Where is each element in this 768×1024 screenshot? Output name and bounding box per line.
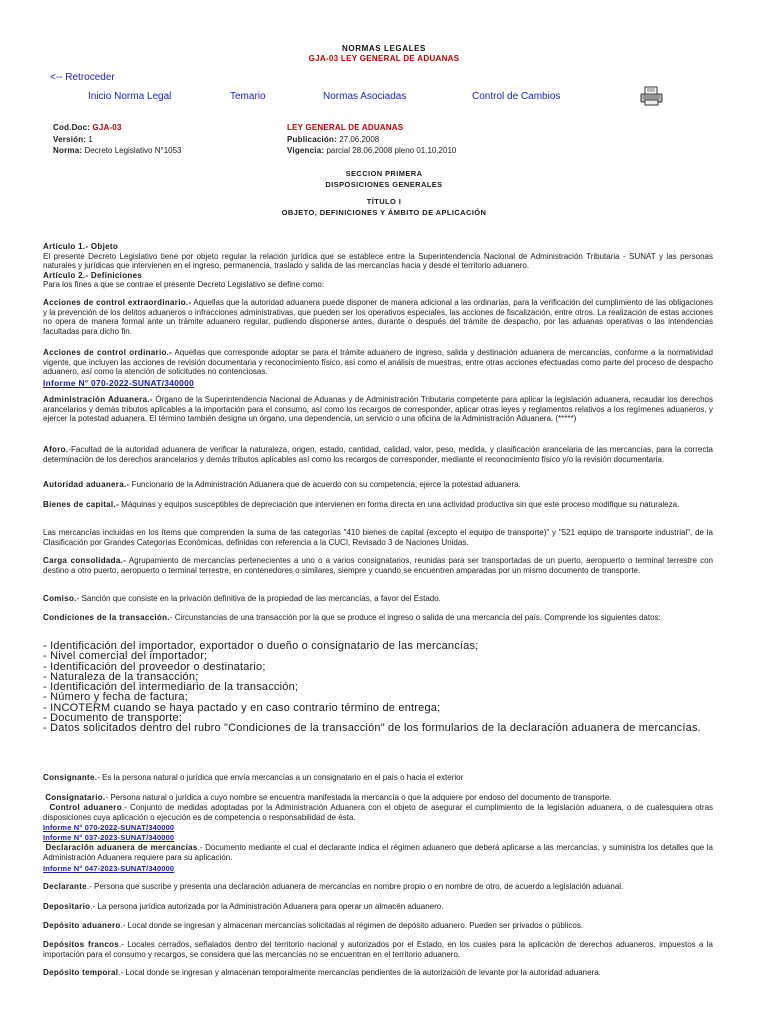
def-condiciones-transaccion <box>43 613 713 623</box>
back-link[interactable]: <-- Retroceder <box>50 72 115 83</box>
nav-control-de-cambios[interactable]: Control de Cambios <box>472 91 561 102</box>
titulo-heading: OBJETO, DEFINICIONES Y ÁMBITO DE APLICACIÓN <box>281 207 487 217</box>
def-control-aduanero <box>43 803 713 822</box>
publicacion-label: Publicación: <box>287 134 337 144</box>
term: Depositario <box>43 902 91 911</box>
article-1 <box>43 242 713 290</box>
term: Bienes de capital.- <box>43 500 119 509</box>
nav-normas-asociadas[interactable]: Normas Asociadas <box>323 91 407 102</box>
nav-inicio-norma-legal[interactable]: Inicio Norma Legal <box>88 91 172 102</box>
def-carga-consolidada <box>43 556 713 575</box>
norma-value: Decreto Legislativo N°1053 <box>84 146 182 155</box>
art1-title: Artículo 1.- Objeto <box>43 242 119 251</box>
printer-icon[interactable] <box>640 86 664 106</box>
term: Autoridad aduanera.- <box>43 480 130 489</box>
term: Aforo. <box>43 445 69 454</box>
definition: .- La persona jurídica autorizada por la Administración Aduanera para operar un almacén aduanero. <box>90 902 444 911</box>
list-item: - Documento de transporte; <box>43 712 183 725</box>
norma-label: Norma: <box>53 146 83 155</box>
definition: .- Local donde se ingresan y almacenan temporalmente mercancías pendientes de la autorización de levante por la autoridad aduanera. <box>118 968 601 977</box>
def-bienes-capital-2 <box>43 528 713 547</box>
definition: - Sanción que consiste en la privación definitiva de la propiedad de las mercancías, a favor del Estado. <box>76 594 441 603</box>
condiciones-list <box>43 641 713 734</box>
list-item: - Número y fecha de factura; <box>43 691 188 704</box>
def-comiso <box>43 594 713 604</box>
page-subtitle: GJA-03 LEY GENERAL DE ADUANAS <box>308 54 460 63</box>
term: Consignatario. <box>45 793 106 802</box>
def-administracion-aduanera <box>43 395 713 424</box>
art2-text: Para los fines a que se contrae el presente Decreto Legislativo se define como: <box>43 280 325 290</box>
term: Acciones de control extraordinario.- <box>43 298 192 307</box>
definition: - Circunstancias de una transacción por la que se produce el ingreso o salida de una mercancía del país. Comprende los siguientes datos: <box>169 613 661 622</box>
cod-value: GJA-03 <box>92 123 122 132</box>
version-value: 1 <box>88 134 93 144</box>
vigencia-label: Vigencia: <box>287 146 325 155</box>
definition: -Facultad de la autoridad aduanera de verificar la naturaleza, origen, estado, cantidad, calidad, valor, peso, medida, y clasificación arancelaria de las mercancías, para la correcta determinación de los derechos arancelarios y demás tributos aplicables así como los recargos de corresponder, mediante el reconocimiento físico y/o la revisión documentaria. <box>43 445 713 464</box>
nav-temario[interactable]: Temario <box>230 91 266 102</box>
term: Declarante <box>43 882 87 891</box>
definition: .- Persona que suscribe y presenta una declaración aduanera de mercancías en nombre propio o en nombre de otro, de acuerdo a legislación aduanal. <box>86 882 624 891</box>
definition: - Persona natural o jurídica a cuyo nombre se encuentra manifestada la mercancía o que la adquiere por endoso del documento de transporte. <box>105 793 612 802</box>
definition: Funcionario de la Administración Aduanera que de acuerdo con su competencia, ejerce la potestad aduanera. <box>129 480 521 489</box>
doc-meta-left <box>53 122 181 157</box>
doc-meta-right <box>287 122 456 157</box>
definition: Las mercancías incluidas en los ítems que comprenden la suma de las categorías "410 bienes de capital (excepto el equipo de transporte)" y "521 equipo de transporte industrial", de la Clasificación por Grandes Categorías Económicas, definidas con referencia a la CUCI, Revisado 3 de Naciones Unidas. <box>43 528 713 547</box>
term: Condiciones de la transacción. <box>43 613 170 622</box>
definition: .- Conjunto de medidas adoptadas por la Administración Aduanera con el objeto de asegurar el cumplimiento de la legislación aduanera, o de cualesquiera otras disposiciones cuya aplicación o ejecución es de competencia o responsabilidad de ésta. <box>43 803 714 822</box>
informe-link-3[interactable]: Informe N° 037-2023-SUNAT/340000 <box>43 833 175 842</box>
definition: Aquellas que corresponde adoptar se para el trámite aduanero de ingreso, salida y destinación aduanera de mercancías, conforme a la normatividad vigente, que incluyen las acciones de revisión documentaria y reconocimiento físico, así como el análisis de muestras, entre otras acciones efectuadas como parte del proceso de despacho aduanero, así como la atención de solicitudes no contenciosas. <box>43 348 713 377</box>
list-item: - Identificación del proveedor o destinatario; <box>43 660 266 673</box>
list-item: - Identificación del importador, exportador o dueño o consignatario de las mercancías; <box>43 640 479 652</box>
term: Comiso. <box>43 594 77 603</box>
definition: .- Local donde se ingresan y almacenan mercancías solicitadas al régimen de depósito aduanero. Pueden ser privados o públicos. <box>120 921 584 930</box>
def-consignante <box>43 773 713 783</box>
cod-label: Cod.Doc: <box>53 123 91 132</box>
definition: Agrupamiento de mercancías pertenecientes a uno o a varios consignatarios, reunidas para ser transportadas de un puerto, aeropuerto o terminal terrestre con destino a otro puerto, aeropuerto o terminal terrestre, en contenedores o similares, siempre y cuando se encuentren amparadas por un mismo documento de transporte. <box>43 556 713 575</box>
list-item: - Datos solicitados dentro del rubro "Condiciones de la transacción" de los formularios de la declaración aduanera de mercancías. <box>43 722 701 735</box>
def-declarante <box>43 882 713 892</box>
def-autoridad-aduanera <box>43 480 713 490</box>
law-title: LEY GENERAL DE ADUANAS <box>287 123 404 132</box>
def-deposito-temporal <box>43 968 713 978</box>
version-label: Versión: <box>53 134 87 144</box>
section-heading <box>0 169 768 218</box>
term: Depósitos francos <box>43 940 119 949</box>
list-item: - Naturaleza de la transacción; <box>43 670 199 683</box>
def-bienes-capital <box>43 500 713 510</box>
definition: - Es la persona natural o jurídica que envía mercancías a un consignatario en el país o hacia el exterior <box>97 773 464 782</box>
definition: Máquinas y equipos susceptibles de depreciación que intervienen en forma directa en una actividad productiva sin que este proceso modifique su naturaleza. <box>118 500 680 509</box>
titulo-i: TÍTULO I <box>366 197 402 206</box>
section-primera: SECCION PRIMERA <box>345 169 423 178</box>
list-item: - INCOTERM cuando se haya pactado y en caso contrario término de entrega; <box>43 701 441 714</box>
term: Depósito aduanero <box>43 921 121 930</box>
def-declaracion-aduanera <box>43 843 713 862</box>
art1-text: El presente Decreto Legislativo tiene por objeto regular la relación jurídica que se establece entre la Superintendencia Nacional de Administración Tributaria - SUNAT y las personas naturales y jurídicas que intervienen en el ingreso, permanencia, traslado y salida de las mercancías hacia y desde el territorio aduanero. <box>43 251 713 271</box>
term: Carga consolidada.- <box>43 556 127 565</box>
def-depositario <box>43 902 713 912</box>
def-consignatario <box>43 793 713 803</box>
def-acciones-ordinario <box>43 348 713 377</box>
definition: Órgano de la Superintendencia Nacional de Aduanas y de Administración Tributaria competente para aplicar la legislación aduanera, recaudar los derechos arancelarios y demás tributos aplicables a la importación para el consumo, así como los recargos de corresponder, aplicar otras leyes y reglamentos relativos a los regímenes aduaneros, y ejercer la potestad aduanera. El término también designa un órgano, una dependencia, un servicio o una oficina de la Administración Aduanera. (*****) <box>43 395 713 424</box>
page-title: NORMAS LEGALES <box>342 44 426 53</box>
def-deposito-aduanero <box>43 921 713 931</box>
disposiciones-generales: DISPOSICIONES GENERALES <box>325 179 443 189</box>
list-item: - Nivel comercial del importador; <box>43 650 208 663</box>
term: Consignante. <box>43 773 98 782</box>
term: Depósito temporal <box>43 968 119 977</box>
art2-title: Artículo 2.- Definiciones <box>43 270 143 280</box>
informe-link-1[interactable]: Informe N° 070-2022-SUNAT/340000 <box>43 378 195 388</box>
def-depositos-francos <box>43 940 713 959</box>
vigencia-value: parcial 28.06.2008 pleno 01.10.2010 <box>326 146 457 155</box>
informe-link-4[interactable]: Informe N° 047-2023-SUNAT/340000 <box>43 864 175 873</box>
term: Administración Aduanera.- <box>43 395 153 404</box>
definition: .- Locales cerrados, señalados dentro del territorio nacional y autorizados por el Estado, en los cuales para la aplicación de derechos aduaneros, impuestos a la importación para el consumo y recargos, se considera que las mercancías no se encuentran en el territorio aduanero. <box>43 940 713 959</box>
definition: Aquellas que la autoridad aduanera puede disponer de manera adicional a las ordinarias, para la verificación del cumplimiento de las obligaciones y la prevención de los delitos aduaneros o infracciones administrativas, que pueden ser los operativos especiales, las acciones de fiscalización, entre otros. La realización de estas acciones no opera de manera formal ante un trámite aduanero regular, pudiendo disponerse antes, durante o después del trámite de despacho, por las aduanas operativas o las intendencias facultadas para dicho fin. <box>43 298 713 336</box>
term: Control aduanero <box>49 803 122 812</box>
definition: .- Documento mediante el cual el declarante indica el régimen aduanero que deberá aplicarse a las mercancías, y suministra los detalles que la Administración Aduanera requiere para su aplicación. <box>43 843 713 862</box>
informe-link-2[interactable]: Informe N° 070-2022-SUNAT/340000 <box>43 823 175 832</box>
list-item: - Identificación del intermediario de la transacción; <box>43 681 299 694</box>
term: Declaración aduanera de mercancías <box>45 843 198 852</box>
term: Acciones de control ordinario.- <box>43 348 173 357</box>
def-aforo <box>43 445 713 464</box>
publicacion-value: 27.06.2008 <box>339 134 380 144</box>
def-acciones-extraordinario <box>43 298 713 336</box>
